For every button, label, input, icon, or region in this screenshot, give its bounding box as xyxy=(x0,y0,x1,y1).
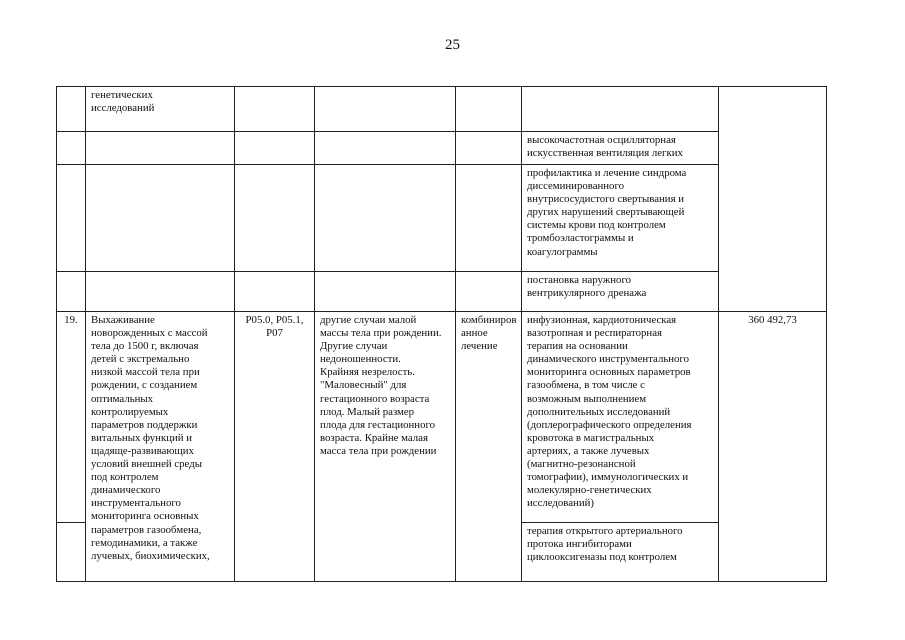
page-number: 25 xyxy=(445,37,460,53)
cell-codes xyxy=(235,87,315,132)
cell-method: инфузионная, кардиотоническая вазотропная и респираторная терапия на основании динамического инструментального мониторинга основных параметров газообмена, в том числе с возможным выполнением дополнительных исследований (доплерографического определения кровотока в магистральных артериях, а также лучевых (магнитно-резонансной томографии), иммунологических и молекулярно-генетических исследований) xyxy=(522,312,719,523)
cell-codes xyxy=(235,132,315,165)
cell-method-text: терапия открытого артериального протока ингибиторами циклооксигеназы под контролем xyxy=(527,525,683,564)
cell-model xyxy=(315,272,456,312)
cell-number xyxy=(57,272,86,312)
cell-treatment xyxy=(456,165,522,272)
cell-method: высокочастотная осцилляторная искусственная вентиляция легких xyxy=(522,132,719,165)
cell-model: другие случаи малой массы тела при рождении. Другие случаи недоношенности. Крайняя незрелость. "Маловесный" для гестационного возраста плод. Малый размер плода для гестационного возраста. Крайне малая масса тела при рождении xyxy=(315,312,456,582)
cell-method xyxy=(522,87,719,132)
cell-number xyxy=(57,132,86,165)
cell-model xyxy=(315,132,456,165)
cell-codes: P05.0, P05.1, P07 xyxy=(235,312,315,582)
cell-treatment xyxy=(456,272,522,312)
table-row xyxy=(57,132,827,165)
cell-model xyxy=(315,87,456,132)
cell-codes xyxy=(235,165,315,272)
cell-codes xyxy=(235,272,315,312)
cell-treatment xyxy=(456,132,522,165)
cell-treatment: комбиниров анное лечение xyxy=(456,312,522,582)
table-row xyxy=(57,272,827,312)
cell-name: Выхаживание новорожденных с массой тела до 1500 г, включая детей с экстремально низкой массой тела при рождении, с созданием оптимальных контролируемых параметров поддержки витальных функций и щадяще-развивающих условий внешней среды под контролем динамического инструментального мониторинга основных параметров газообмена, гемодинамики, а также лучевых, биохимических, xyxy=(86,312,235,582)
cell-name xyxy=(86,132,235,165)
services-table xyxy=(56,86,827,582)
cell-cost xyxy=(719,87,827,312)
cell-number xyxy=(57,523,86,582)
cell-number: 19. xyxy=(57,312,86,523)
table-row xyxy=(57,87,827,132)
cell-model xyxy=(315,165,456,272)
cell-method: профилактика и лечение синдрома диссеминированного внутрисосудистого свертывания и других нарушений свертывающей системы крови под контролем тромбоэластограммы и коагулограммы xyxy=(522,165,719,272)
cell-method xyxy=(522,523,719,582)
table-row xyxy=(57,165,827,272)
cell-cost: 360 492,73 xyxy=(719,312,827,582)
cell-method: постановка наружного вентрикулярного дренажа xyxy=(522,272,719,312)
table-row xyxy=(57,312,827,523)
cell-name xyxy=(86,272,235,312)
cell-name: генетических исследований xyxy=(86,87,235,132)
cell-number xyxy=(57,165,86,272)
cell-number xyxy=(57,87,86,132)
cell-treatment xyxy=(456,87,522,132)
cell-name xyxy=(86,165,235,272)
